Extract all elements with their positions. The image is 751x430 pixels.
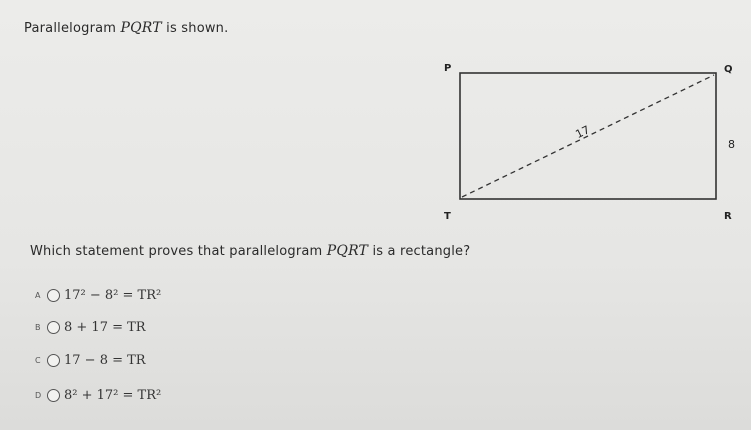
prompt-before: Parallelogram — [24, 21, 121, 36]
choice-d-radio[interactable] — [47, 389, 60, 402]
prompt-after: is shown. — [161, 21, 229, 36]
vertex-q-label: Q — [724, 64, 733, 75]
choice-a-radio[interactable] — [47, 289, 60, 302]
choice-c-letter: C — [35, 355, 41, 365]
prompt-shape-name: PQRT — [120, 20, 162, 36]
choice-d-expression: 8² + 17² = TR² — [64, 387, 162, 403]
answer-choice-a[interactable] — [35, 285, 161, 305]
choice-c-radio[interactable] — [47, 354, 60, 367]
choice-d-letter: D — [35, 390, 42, 400]
question-shape-name: PQRT — [326, 243, 369, 259]
vertex-t-label: T — [444, 211, 451, 222]
answer-choice-b[interactable] — [35, 317, 146, 337]
prompt-text — [24, 20, 228, 36]
question-after: is a rectangle? — [368, 244, 471, 259]
choice-a-letter: A — [35, 290, 41, 300]
choice-b-expression: 8 + 17 = TR — [64, 319, 146, 335]
choice-a-expression: 17² − 8² = TR² — [64, 287, 162, 303]
side-length-label: 8 — [728, 138, 735, 151]
parallelogram-figure — [430, 55, 750, 230]
diagonal-length-label: 17 — [573, 123, 592, 142]
vertex-r-label: R — [724, 211, 732, 222]
vertex-p-label: P — [444, 63, 452, 74]
choice-c-expression: 17 − 8 = TR — [64, 352, 146, 368]
figure-svg — [430, 55, 750, 230]
question-before: Which statement proves that parallelogram — [30, 244, 327, 259]
answer-choice-c[interactable] — [35, 350, 146, 370]
choice-b-letter: B — [35, 322, 41, 332]
choice-b-radio[interactable] — [47, 321, 60, 334]
question-text — [30, 243, 470, 259]
answer-choice-d[interactable] — [35, 385, 161, 405]
